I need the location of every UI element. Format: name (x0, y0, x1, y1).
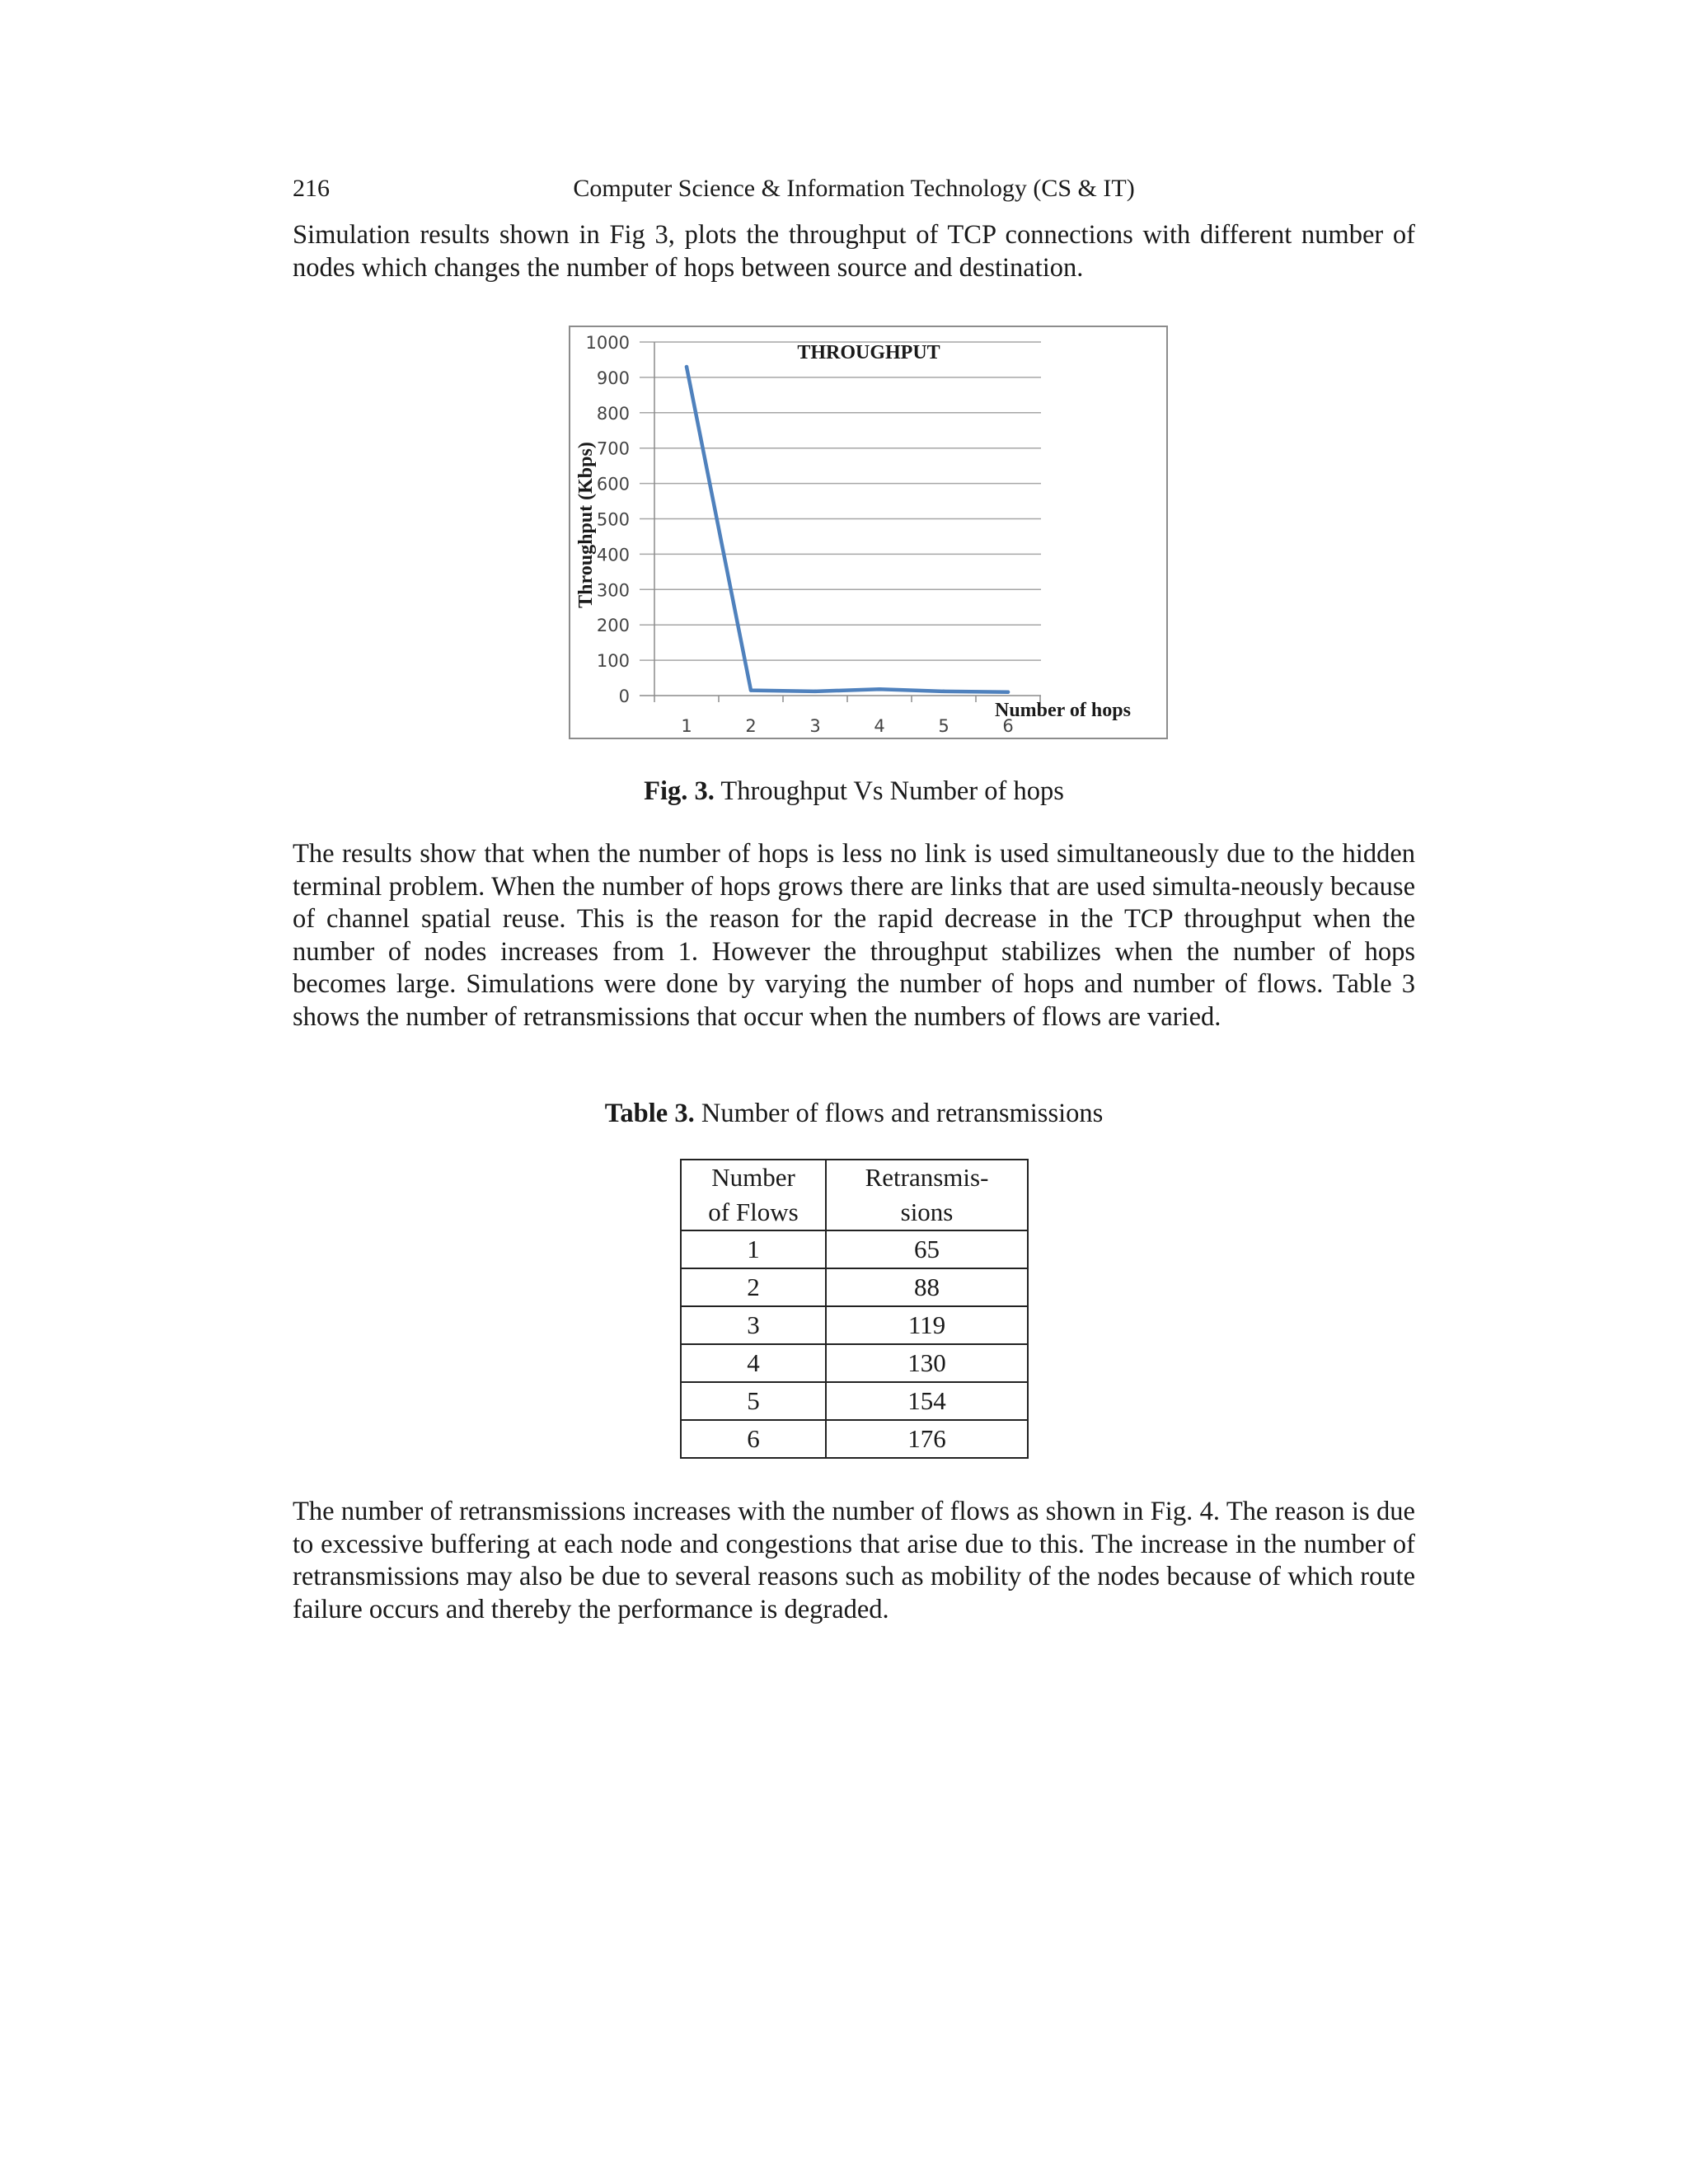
data-point (814, 690, 817, 693)
header-line: Number (711, 1163, 795, 1192)
data-point (878, 687, 881, 691)
data-point (685, 365, 688, 368)
y-tick-label: 700 (596, 438, 630, 459)
chart-canvas (570, 327, 1166, 738)
intro-paragraph: Simulation results shown in Fig 3, plots the throughput of TCP connections with different number of nodes which changes the number of hops between source and destination. (293, 220, 1415, 283)
throughput-chart (569, 326, 1168, 739)
table-row (681, 1382, 1028, 1420)
x-tick-label: 5 (938, 716, 950, 736)
table-caption-text: Number of flows and retransmissions (701, 1099, 1104, 1128)
x-tick-label: 1 (681, 716, 692, 736)
flows-cell: 3 (681, 1306, 826, 1344)
header-line: of Flows (708, 1197, 799, 1226)
retrans-cell: 65 (826, 1230, 1028, 1268)
retrans-cell: 88 (826, 1268, 1028, 1306)
x-tick-label: 3 (809, 716, 821, 736)
table-label: Table 3. (604, 1099, 695, 1128)
flows-cell: 4 (681, 1344, 826, 1382)
table-header-row (681, 1160, 1028, 1230)
flows-cell: 6 (681, 1420, 826, 1458)
flows-cell: 2 (681, 1268, 826, 1306)
retrans-cell: 130 (826, 1344, 1028, 1382)
y-tick-label: 0 (618, 687, 630, 706)
header-line: Retransmis- (865, 1163, 989, 1192)
header-number-of-flows (681, 1160, 826, 1230)
journal-title: Computer Science & Information Technology (CS & IT) (573, 175, 1135, 202)
y-axis-label: Throughput (Kbps) (575, 442, 597, 608)
y-tick-label: 400 (596, 545, 630, 565)
chart-title: THROUGHPUT (797, 342, 940, 363)
data-point (749, 688, 753, 691)
figure-label: Fig. 3. (644, 776, 715, 806)
figure-caption-text: Throughput Vs Number of hops (720, 776, 1064, 806)
retransmissions-table (680, 1159, 1029, 1459)
y-tick-label: 800 (596, 403, 630, 424)
figure-caption (293, 775, 1415, 808)
page-number: 216 (293, 175, 330, 202)
retrans-cell: 119 (826, 1306, 1028, 1344)
y-tick-label: 300 (596, 580, 630, 601)
y-tick-label: 100 (596, 651, 630, 672)
flows-cell: 5 (681, 1382, 826, 1420)
y-tick-label: 900 (596, 368, 630, 388)
y-tick-label: 600 (596, 474, 630, 494)
y-tick-label: 200 (596, 616, 630, 636)
header-line: sions (900, 1197, 954, 1226)
retrans-cell: 176 (826, 1420, 1028, 1458)
flows-cell: 1 (681, 1230, 826, 1268)
x-tick-label: 6 (1002, 716, 1014, 736)
y-tick-label: 500 (596, 509, 630, 530)
x-tick-label: 2 (745, 716, 757, 736)
closing-paragraph: The number of retransmissions increases with the number of flows as shown in Fig. 4. The reason is due to excessive buffering at each node and congestions that arise due to this. The increase in the number of retransmissions may also be due to several reasons such as mobility of the nodes because of which route failure occurs and thereby the performance is degraded. (293, 1497, 1415, 1624)
table-row (681, 1268, 1028, 1306)
data-point (1006, 691, 1010, 694)
y-tick-label: 1000 (585, 333, 630, 353)
series-line (687, 367, 1008, 692)
table-row (681, 1306, 1028, 1344)
retrans-cell: 154 (826, 1382, 1028, 1420)
running-header (293, 175, 1415, 208)
results-paragraph: The results show that when the number of hops is less no link is used simultaneously due to the hidden terminal problem. When the number of hops grows there are links that are used simulta-neously because of channel spatial reuse. This is the reason for the rapid decrease in the TCP throughput when the number of nodes increases from 1. However the throughput stabilizes when the number of hops becomes large. Simulations were done by varying the number of hops and number of flows. Table 3 shows the number of retransmissions that occur when the numbers of flows are varied. (293, 839, 1415, 1032)
table-row (681, 1230, 1028, 1268)
header-retransmissions (826, 1160, 1028, 1230)
table-row (681, 1344, 1028, 1382)
table-row (681, 1420, 1028, 1458)
data-point (942, 690, 945, 693)
x-tick-label: 4 (874, 716, 885, 736)
table-caption (293, 1097, 1415, 1130)
x-axis-label: Number of hops (995, 700, 1131, 721)
